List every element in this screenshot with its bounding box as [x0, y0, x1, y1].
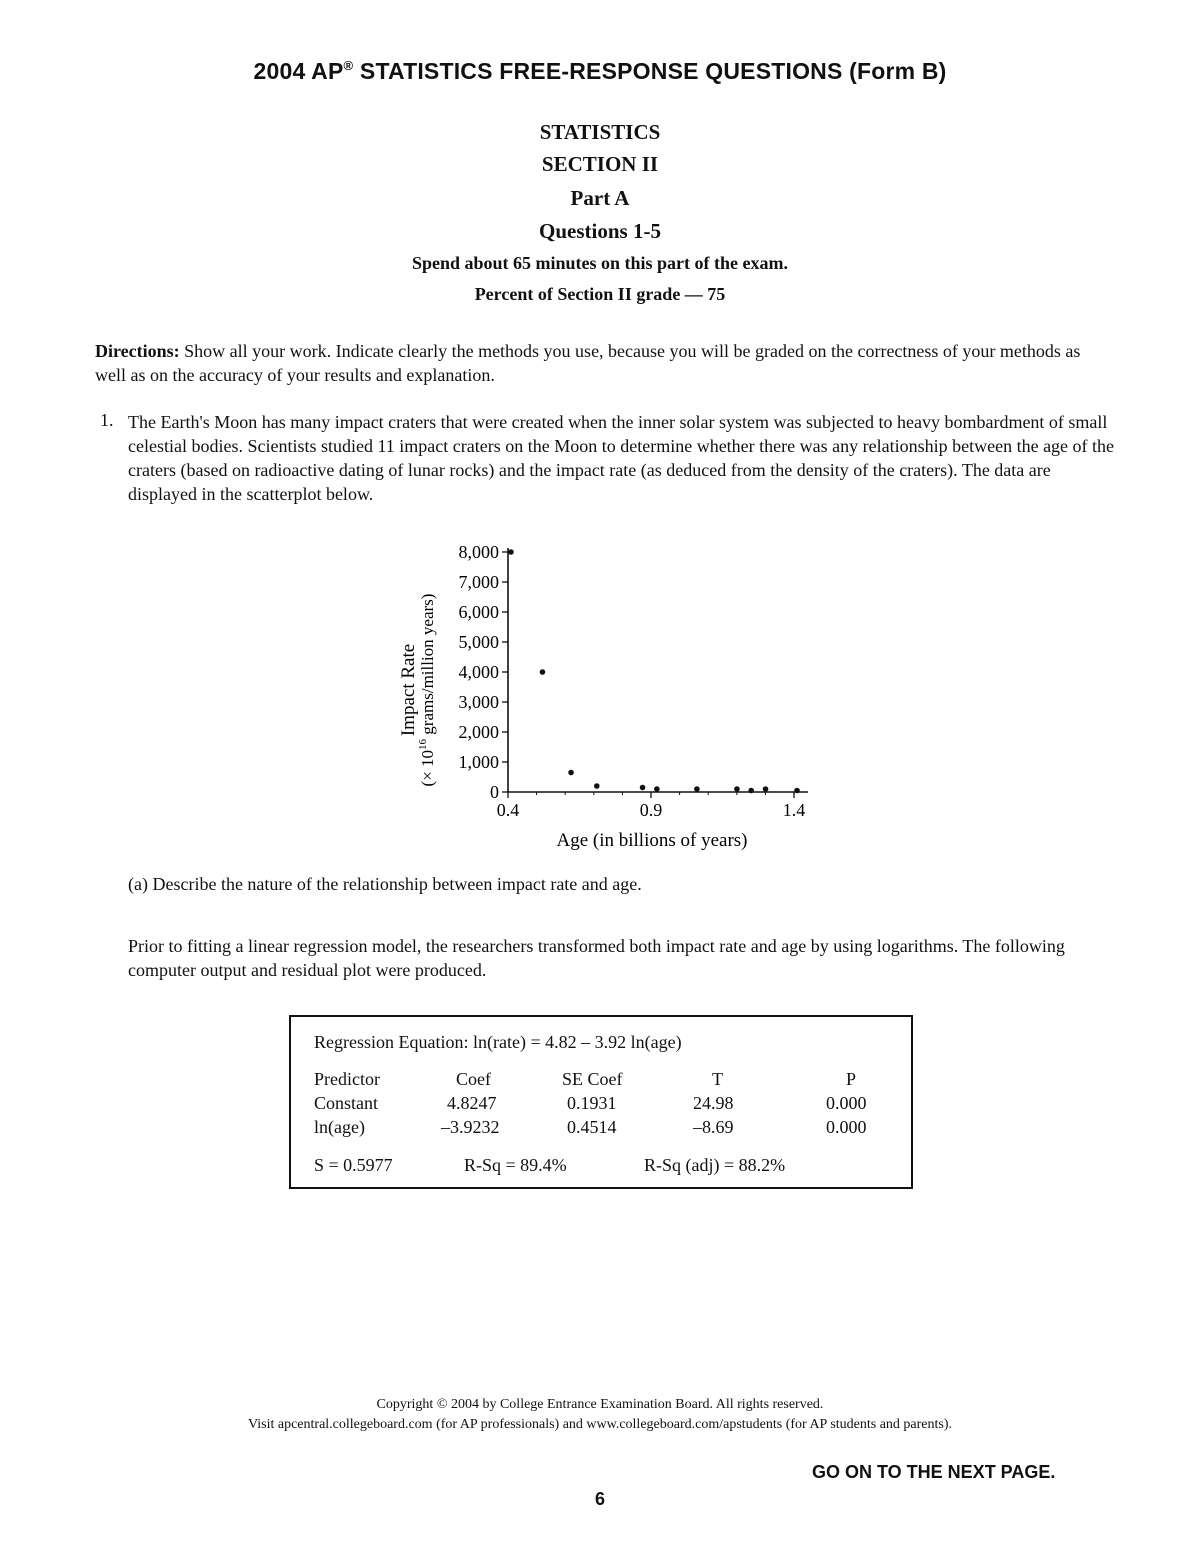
y-axis-units: (× $10^{16}$ grams/million years) — [417, 593, 437, 787]
y-tick-label: 2,000 — [458, 722, 499, 742]
data-point — [654, 786, 660, 792]
exam-title: 2004 AP® STATISTICS FREE-RESPONSE QUESTIONS (Form B) — [253, 58, 947, 84]
row-constant-predictor: Constant — [314, 1093, 379, 1113]
y-tick-label: 1,000 — [458, 752, 499, 772]
subject-heading: STATISTICS — [539, 120, 661, 144]
directions-label: Directions: — [95, 341, 180, 361]
part-heading: Part A — [570, 186, 630, 210]
section-heading: SECTION II — [541, 152, 659, 176]
directions-text: Show all your work. Indicate clearly the methods you use, because you will be graded on the correctness of your methods as well as on the accuracy of your results and explanation. — [95, 341, 1081, 385]
data-point — [794, 788, 800, 794]
data-point — [694, 786, 700, 792]
row-lnage-p: 0.000 — [826, 1117, 867, 1137]
data-point — [640, 785, 646, 791]
question-text: The Earth's Moon has many impact craters that were created when the inner solar system was subjected to heavy bombardment of small celestial bodies. Scientists studied 11 impact craters on the Moon to determine whether there was any relationship between the age of the craters (based on radioactive dating of lunar rocks) and the impact rate (as deduced from the density of the craters). The data are displayed in the scatterplot below. — [128, 412, 1115, 504]
visit-notice: Visit apcentral.collegeboard.com (for AP professionals) and www.collegeboard.com/apstudents (for AP students and parents). — [247, 1417, 953, 1432]
row-lnage-se: 0.4514 — [567, 1117, 617, 1137]
data-point — [508, 549, 514, 555]
question-part-a: (a) Describe the nature of the relationship between impact rate and age. — [128, 874, 642, 894]
time-note: Spend about 65 minutes on this part of the exam. — [411, 253, 789, 273]
copyright-notice: Copyright © 2004 by College Entrance Examination Board. All rights reserved. — [376, 1397, 824, 1412]
row-lnage-coef: –3.9232 — [441, 1117, 500, 1137]
y-tick-label: 0 — [490, 782, 499, 802]
row-constant-t: 24.98 — [693, 1093, 734, 1113]
header-coef: Coef — [456, 1069, 491, 1089]
row-constant-se: 0.1931 — [567, 1093, 617, 1113]
prior-text: Prior to fitting a linear regression model, the researchers transformed both impact rate and age by using logarithms. The following computer output and residual plot were produced. — [128, 936, 1065, 980]
data-point — [594, 783, 600, 789]
questions-heading: Questions 1-5 — [539, 219, 661, 243]
data-point — [763, 786, 769, 792]
y-tick-label: 6,000 — [458, 602, 499, 622]
stat-s: S = 0.5977 — [314, 1155, 393, 1175]
x-axis-label: Age (in billions of years) — [556, 830, 748, 851]
y-tick-label: 8,000 — [458, 542, 499, 562]
regression-equation: Regression Equation: ln(rate) = 4.82 – 3.92 ln(age) — [314, 1032, 682, 1052]
header-predictor: Predictor — [314, 1069, 380, 1089]
header-p: P — [846, 1069, 857, 1089]
row-constant-coef: 4.8247 — [447, 1093, 497, 1113]
y-tick-label: 3,000 — [458, 692, 499, 712]
y-tick-label: 7,000 — [458, 572, 499, 592]
x-tick-label: 1.4 — [782, 800, 806, 820]
row-lnage-predictor: ln(age) — [314, 1117, 365, 1137]
page-number: 6 — [594, 1489, 605, 1509]
regression-output — [289, 1015, 913, 1189]
go-next-page: GO ON TO THE NEXT PAGE. — [812, 1462, 1056, 1482]
header-t: T — [712, 1069, 723, 1089]
directions — [95, 339, 1105, 387]
percent-note: Percent of Section II grade — 75 — [474, 284, 726, 304]
data-point — [748, 788, 754, 794]
data-point — [568, 770, 574, 776]
y-tick-label: 5,000 — [458, 632, 499, 652]
registered-mark: ® — [343, 58, 354, 73]
x-tick-label: 0.4 — [496, 800, 520, 820]
impact-rate-scatterplot — [380, 530, 830, 860]
question-number: 1. — [100, 410, 114, 430]
row-constant-p: 0.000 — [826, 1093, 867, 1113]
data-point — [734, 786, 740, 792]
x-tick-label: 0.9 — [639, 800, 663, 820]
row-lnage-t: –8.69 — [693, 1117, 734, 1137]
stat-rsq-adj: R-Sq (adj) = 88.2% — [644, 1155, 786, 1175]
y-tick-label: 4,000 — [458, 662, 499, 682]
y-axis-label: Impact Rate — [398, 643, 419, 737]
data-point — [540, 669, 546, 675]
header-se-coef: SE Coef — [562, 1069, 623, 1089]
stat-rsq: R-Sq = 89.4% — [464, 1155, 567, 1175]
